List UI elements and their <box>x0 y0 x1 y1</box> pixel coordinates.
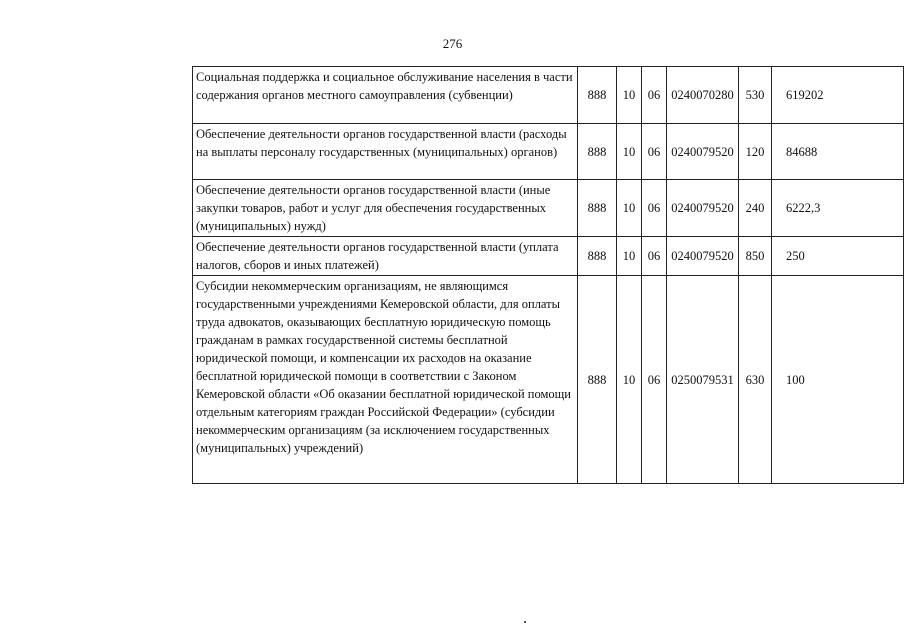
row-code: 888 <box>578 237 617 276</box>
table-row <box>193 124 904 180</box>
table-row <box>193 276 904 484</box>
row-expense-type: 630 <box>739 276 772 484</box>
row-amount: 619202 <box>772 67 904 124</box>
row-expense-type: 530 <box>739 67 772 124</box>
row-amount: 6222,3 <box>772 180 904 237</box>
row-description: Обеспечение деятельности органов государственной власти (расходы на выплаты персоналу государственных (муниципальных) органов) <box>193 124 578 180</box>
table-row <box>193 237 904 276</box>
table-row <box>193 67 904 124</box>
row-subsection: 06 <box>642 124 667 180</box>
row-section: 10 <box>617 276 642 484</box>
row-target-article: 0240070280 <box>667 67 739 124</box>
row-target-article: 0240079520 <box>667 237 739 276</box>
row-expense-type: 850 <box>739 237 772 276</box>
row-section: 10 <box>617 67 642 124</box>
row-target-article: 0240079520 <box>667 124 739 180</box>
row-description: Обеспечение деятельности органов государственной власти (уплата налогов, сборов и иных платежей) <box>193 237 578 276</box>
page-number: 276 <box>442 36 463 51</box>
row-code: 888 <box>578 67 617 124</box>
row-expense-type: 120 <box>739 124 772 180</box>
row-description: Субсидии некоммерческим организациям, не являющимся государственными учреждениями Кемеровской области, для оплаты труда адвокатов, оказывающих бесплатную юридическую помощь гражданам в рамках государственной системы бесплатной юридической помощи, и компенсации их расходов на оказание бесплатной юридической помощи в соответствии с Законом Кемеровской области «Об оказании бесплатной юридической помощи отдельным категориям граждан Российской Федерации» (субсидии некоммерческим организациям (за исключением государственных (муниципальных) учреждений) <box>193 276 578 484</box>
row-section: 10 <box>617 124 642 180</box>
row-section: 10 <box>617 237 642 276</box>
row-code: 888 <box>578 276 617 484</box>
row-target-article: 0250079531 <box>667 276 739 484</box>
row-code: 888 <box>578 180 617 237</box>
table-row <box>193 180 904 237</box>
scan-speck <box>524 621 526 623</box>
budget-table <box>192 66 904 484</box>
row-amount: 100 <box>772 276 904 484</box>
row-expense-type: 240 <box>739 180 772 237</box>
row-target-article: 0240079520 <box>667 180 739 237</box>
row-subsection: 06 <box>642 237 667 276</box>
row-code: 888 <box>578 124 617 180</box>
row-description: Социальная поддержка и социальное обслуживание населения в части содержания органов местного самоуправления (субвенции) <box>193 67 578 124</box>
row-subsection: 06 <box>642 276 667 484</box>
row-section: 10 <box>617 180 642 237</box>
row-subsection: 06 <box>642 67 667 124</box>
row-subsection: 06 <box>642 180 667 237</box>
row-amount: 250 <box>772 237 904 276</box>
row-description: Обеспечение деятельности органов государственной власти (иные закупки товаров, работ и услуг для обеспечения государственных (муниципальных) нужд) <box>193 180 578 237</box>
row-amount: 84688 <box>772 124 904 180</box>
